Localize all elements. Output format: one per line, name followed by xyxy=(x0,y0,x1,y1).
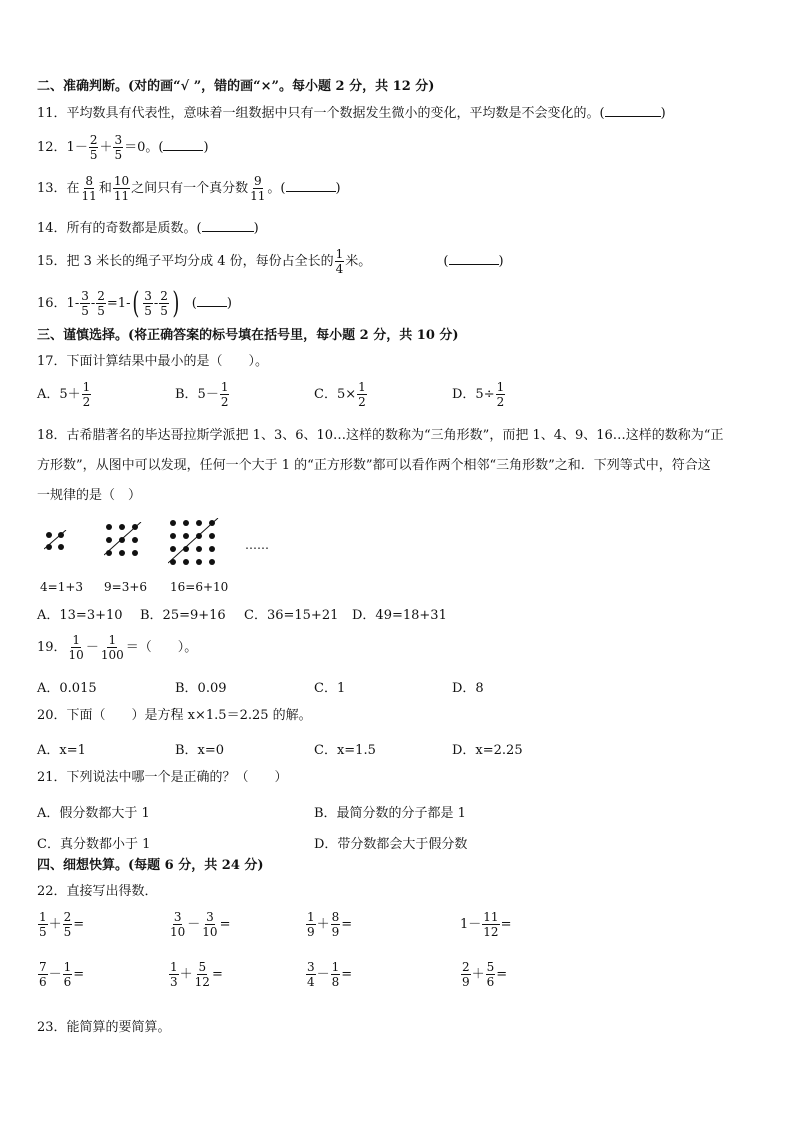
answer-blank[interactable] xyxy=(163,138,203,151)
q17-option-c[interactable]: C．5× $\frac{1}{2}$ xyxy=(314,380,366,409)
q17-option-b[interactable]: B．5－ $\frac{1}{2}$ xyxy=(175,380,229,409)
operator: - xyxy=(90,296,96,311)
calc-item[interactable]: $\frac{3}{4}$ － $\frac{1}{8}$ = xyxy=(307,960,353,989)
question-20: 20．下面（ ）是方程 x×1.5＝2.25 的解。 xyxy=(37,708,312,723)
fraction: $\frac{1}{6}$ xyxy=(63,960,72,989)
question-number: 19． xyxy=(37,640,67,655)
paren: ) xyxy=(498,254,504,269)
operator: - xyxy=(153,296,159,311)
fraction: $\frac{7}{6}$ xyxy=(39,960,47,989)
expr-part: 1- xyxy=(66,296,80,311)
q18-option-c[interactable]: C．36=15+21 xyxy=(244,608,339,623)
fraction: $\frac{9}{11}$ xyxy=(250,174,266,203)
q18-option-d[interactable]: D．49=18+31 xyxy=(352,608,447,623)
paren: ) xyxy=(660,106,666,121)
diagonal-line xyxy=(104,522,144,562)
section-2-title: 二、准确判断。(对的画“√ ”，错的画“×”。每小题 2 分，共 12 分) xyxy=(37,79,435,94)
q18-option-b[interactable]: B．25=9+16 xyxy=(140,608,226,623)
fraction: $\frac{11}{12}$ xyxy=(483,910,499,939)
text: 之间只有一个真分数 xyxy=(131,181,249,196)
calc-item[interactable]: $\frac{7}{6}$ － $\frac{1}{6}$ = xyxy=(39,960,85,989)
fraction: $\frac{2}{5}$ xyxy=(89,133,98,162)
fraction: $\frac{2}{5}$ xyxy=(97,289,105,318)
fraction: $\frac{8}{11}$ xyxy=(81,174,97,203)
fraction: $\frac{2}{5}$ xyxy=(63,910,72,939)
calc-item[interactable]: $\frac{3}{10}$ － $\frac{3}{10}$ = xyxy=(170,910,231,939)
fraction: $\frac{5}{6}$ xyxy=(486,960,495,989)
figure-square-4 xyxy=(44,530,74,554)
figure-label-1: 4=1+3 xyxy=(40,580,84,594)
q19-option-b[interactable]: B．0.09 xyxy=(175,681,227,696)
q19-option-d[interactable]: D．8 xyxy=(452,681,484,696)
answer-blank[interactable] xyxy=(449,252,499,265)
section-4-title: 四、细想快算。(每题 6 分，共 24 分) xyxy=(37,858,264,873)
figure-square-9 xyxy=(104,522,144,562)
question-number: 13．在 xyxy=(37,181,80,196)
fraction: $\frac{1}{9}$ xyxy=(307,910,315,939)
question-14 xyxy=(37,219,259,237)
q17-option-d[interactable]: D．5÷ $\frac{1}{2}$ xyxy=(452,380,505,409)
question-15-text: 15．把 3 米长的绳子平均分成 4 份，每份占全长的 xyxy=(37,254,334,269)
calc-item[interactable]: $\frac{1}{9}$ ＋ $\frac{8}{9}$ = xyxy=(307,910,353,939)
question-13 xyxy=(37,173,341,205)
question-18-line2: 方形数”，从图中可以发现，任何一个大于 1 的“正方形数”都可以看作两个相邻“三角形数”之和．下列等式中，符合这 xyxy=(37,458,711,473)
q20-option-d[interactable]: D．x=2.25 xyxy=(452,743,523,758)
q20-option-a[interactable]: A．x=1 xyxy=(37,743,86,758)
fraction: $\frac{3}{5}$ xyxy=(144,289,152,318)
figure-square-16 xyxy=(168,518,222,570)
text: ＝（ ）。 xyxy=(125,640,198,655)
question-15 xyxy=(37,246,504,278)
question-21: 21．下列说法中哪一个是正确的？（ ） xyxy=(37,770,288,785)
calc-item[interactable]: $\frac{2}{9}$ ＋ $\frac{5}{6}$ = xyxy=(462,960,508,989)
calc-item[interactable]: $\frac{1}{3}$ ＋ $\frac{5}{12}$ = xyxy=(170,960,223,989)
q20-option-b[interactable]: B．x=0 xyxy=(175,743,225,758)
expr-part: =1- xyxy=(106,296,131,311)
q19-option-a[interactable]: A．0.015 xyxy=(37,681,97,696)
operator: ＋ xyxy=(99,140,113,155)
q19-option-c[interactable]: C．1 xyxy=(314,681,346,696)
question-16 xyxy=(37,285,232,321)
paren: ) xyxy=(203,140,209,155)
answer-blank[interactable] xyxy=(605,104,661,117)
calc-item[interactable]: 1－ $\frac{11}{12}$ = xyxy=(460,910,512,939)
fraction: $\frac{2}{5}$ xyxy=(160,289,168,318)
fraction: $\frac{3}{10}$ xyxy=(170,910,186,939)
question-number: 16． xyxy=(37,296,67,311)
answer-blank[interactable] xyxy=(286,179,336,192)
text: 米。 xyxy=(345,254,372,269)
question-18-line1: 18．古希腊著名的毕达哥拉斯学派把 1、3、6、10…这样的数称为“三角形数”，而把 1、4、9、16…这样的数称为“正 xyxy=(37,428,724,443)
question-number: 12． xyxy=(37,140,67,155)
fraction: $\frac{1}{3}$ xyxy=(170,960,178,989)
ellipsis: …… xyxy=(245,538,269,552)
fraction: $\frac{1}{8}$ xyxy=(331,960,340,989)
q20-option-c[interactable]: C．x=1.5 xyxy=(314,743,376,758)
paren: ( xyxy=(443,254,449,269)
question-14-text: 14．所有的奇数都是质数。( xyxy=(37,221,202,236)
left-paren-large: ( xyxy=(132,285,140,321)
fraction: $\frac{3}{10}$ xyxy=(202,910,218,939)
fraction: $\frac{1}{5}$ xyxy=(39,910,47,939)
answer-blank[interactable] xyxy=(202,219,254,232)
text: 。( xyxy=(267,181,286,196)
paren: ) xyxy=(253,221,259,236)
fraction: $\frac{5}{12}$ xyxy=(194,960,210,989)
fraction: $\frac{2}{9}$ xyxy=(462,960,470,989)
question-17: 17．下面计算结果中最小的是（ ）。 xyxy=(37,354,269,369)
fraction: $\frac{10}{11}$ xyxy=(113,174,130,203)
paren: ) xyxy=(335,181,341,196)
answer-blank[interactable] xyxy=(197,294,227,307)
fraction: $\frac{3}{5}$ xyxy=(81,289,89,318)
fraction: $\frac{8}{9}$ xyxy=(331,910,340,939)
text: 和 xyxy=(98,181,112,196)
paren: ( xyxy=(191,296,197,311)
q21-option-c[interactable]: C．真分数都小于 1 xyxy=(37,837,151,852)
question-23: 23．能简算的要简算。 xyxy=(37,1020,171,1035)
expr-part: ＝0。( xyxy=(124,140,164,155)
question-19 xyxy=(37,632,197,664)
q17-option-a[interactable]: A．5＋ $\frac{1}{2}$ xyxy=(37,380,91,409)
figure-label-2: 9=3+6 xyxy=(104,580,148,594)
section-3-title: 三、谨慎选择。(将正确答案的标号填在括号里，每小题 2 分，共 10 分) xyxy=(37,328,459,343)
fraction: $\frac{1}{4}$ xyxy=(335,247,344,276)
paren: ) xyxy=(226,296,232,311)
question-22: 22．直接写出得数． xyxy=(37,884,158,899)
right-paren-large: ) xyxy=(172,285,180,321)
operator: － xyxy=(85,640,99,655)
q18-option-a[interactable]: A．13=3+10 xyxy=(37,608,123,623)
diagonal-line xyxy=(44,530,74,554)
question-12 xyxy=(37,132,209,164)
fraction: $\frac{1}{10}$ xyxy=(68,633,84,662)
q21-option-d[interactable]: D．带分数都会大于假分数 xyxy=(314,837,468,852)
fraction: $\frac{3}{5}$ xyxy=(114,133,123,162)
fraction: $\frac{3}{4}$ xyxy=(307,960,315,989)
q21-option-a[interactable]: A．假分数都大于 1 xyxy=(37,806,150,821)
question-11 xyxy=(37,104,666,122)
question-18-line3: 一规律的是（ ） xyxy=(37,488,142,503)
figure-label-3: 16=6+10 xyxy=(170,580,229,594)
question-11-text: 11．平均数具有代表性，意味着一组数据中只有一个数据发生微小的变化，平均数是不会变化的。( xyxy=(37,106,605,121)
fraction: $\frac{1}{100}$ xyxy=(100,633,124,662)
diagonal-line xyxy=(168,518,222,570)
calc-item[interactable]: $\frac{1}{5}$ ＋ $\frac{2}{5}$ = xyxy=(39,910,85,939)
q21-option-b[interactable]: B．最简分数的分子都是 1 xyxy=(314,806,466,821)
expr-part: 1－ xyxy=(66,140,88,155)
